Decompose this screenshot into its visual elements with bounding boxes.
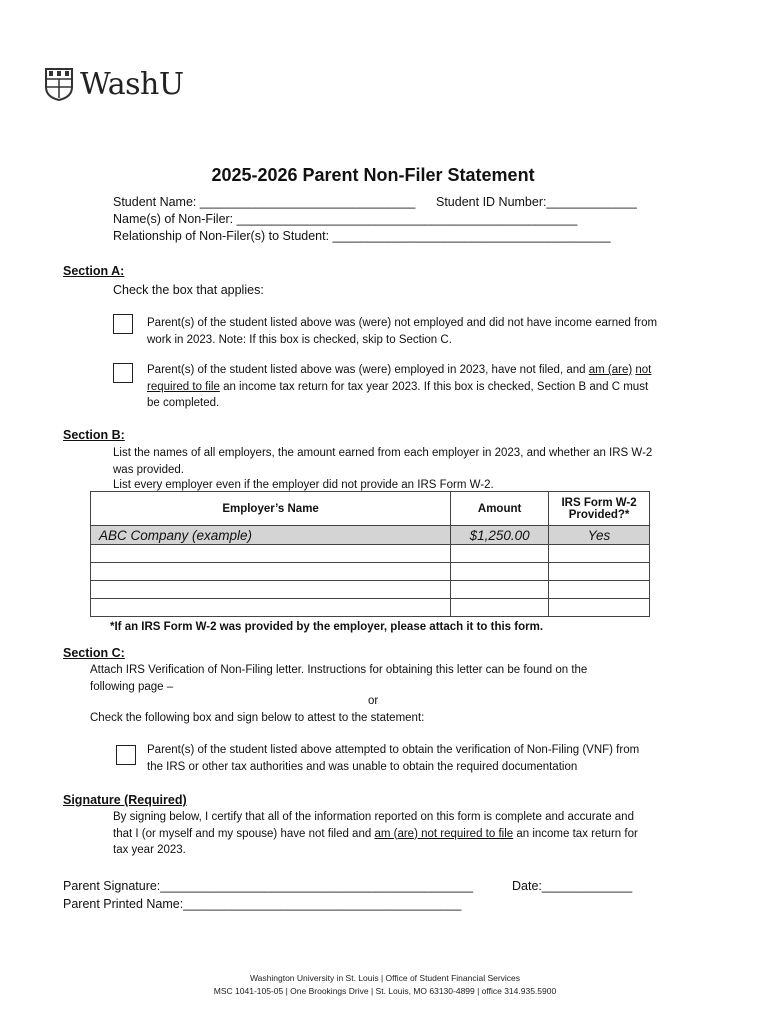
amount-cell[interactable] — [451, 599, 549, 617]
w2-cell[interactable] — [549, 599, 650, 617]
w2-cell[interactable] — [549, 563, 650, 581]
section-c-or: or — [368, 695, 379, 707]
example-employer: ABC Company (example) — [91, 526, 451, 545]
section-a-instruction: Check the box that applies: — [113, 283, 264, 297]
section-c-instruction: Attach IRS Verification of Non-Filing letter. Instructions for obtaining this letter can be found on the following page – — [90, 664, 588, 693]
employer-table — [90, 491, 650, 617]
section-a-heading: Section A: — [63, 264, 125, 278]
section-c-option: Parent(s) of the student listed above attempted to obtain the verification of Non-Filing (VNF) from the IRS or other tax authorities and was unable to obtain the required documentation — [147, 744, 640, 773]
employer-cell[interactable] — [91, 581, 451, 599]
student-id-field[interactable]: Student ID Number:_____________ — [436, 195, 637, 209]
table-row-example — [91, 526, 650, 545]
nonfiler-names-field[interactable]: Name(s) of Non-Filer: _________________________________________________ — [113, 212, 578, 226]
student-name-field[interactable]: Student Name: _______________________________ — [113, 195, 416, 209]
section-a-option-1: Parent(s) of the student listed above was (were) not employed and did not have income earned from work in 2023. Note: If this box is checked, skip to Section C. — [147, 317, 658, 346]
column-header-amount: Amount — [451, 492, 549, 526]
example-amount: $1,250.00 — [451, 526, 549, 545]
washu-logo — [44, 66, 194, 102]
footer — [0, 972, 770, 998]
w2-cell[interactable] — [549, 545, 650, 563]
signature-heading: Signature (Required) — [63, 793, 187, 807]
table-row[interactable] — [91, 545, 650, 563]
employer-cell[interactable] — [91, 563, 451, 581]
amount-cell[interactable] — [451, 581, 549, 599]
employer-cell[interactable] — [91, 599, 451, 617]
relationship-field[interactable]: Relationship of Non-Filer(s) to Student: ________________________________________ — [113, 229, 611, 243]
section-b-instruction-2: List every employer even if the employer did not provide an IRS Form W-2. — [113, 479, 494, 491]
page-title: 2025-2026 Parent Non-Filer Statement — [211, 165, 535, 185]
section-c-checkbox[interactable] — [116, 745, 136, 765]
table-header-row — [91, 492, 650, 526]
table-row[interactable] — [91, 599, 650, 617]
employer-cell[interactable] — [91, 545, 451, 563]
w2-cell[interactable] — [549, 581, 650, 599]
section-c-instruction-2: Check the following box and sign below to attest to the statement: — [90, 712, 425, 724]
logo-text: WashU — [80, 66, 184, 102]
footer-line-2: MSC 1041-105-05 | One Brookings Drive | St. Louis, MO 63130-4899 | office 314.935.5900 — [213, 986, 557, 996]
shield-icon — [44, 67, 74, 101]
example-w2: Yes — [549, 526, 650, 545]
section-a-option-2: Parent(s) of the student listed above was (were) employed in 2023, have not filed, and am (are) not required to file an income tax return for tax year 2023. If this box is checked, Section B and C must be completed. — [147, 364, 652, 409]
date-field[interactable]: Date:_____________ — [512, 879, 633, 893]
section-b-heading: Section B: — [63, 428, 125, 442]
amount-cell[interactable] — [451, 545, 549, 563]
table-footnote: *If an IRS Form W-2 was provided by the employer, please attach it to this form. — [110, 621, 544, 633]
table-row[interactable] — [91, 581, 650, 599]
column-header-w2: IRS Form W-2 Provided?* — [549, 492, 650, 526]
table-row[interactable] — [91, 563, 650, 581]
signature-certification: By signing below, I certify that all of the information reported on this form is complete and accurate and that I (or myself and my spouse) have not filed and am (are) not required to file an income tax return for tax year 2023. — [113, 811, 638, 856]
parent-printed-name-field[interactable]: Parent Printed Name:________________________________________ — [63, 897, 462, 911]
section-b-instruction: List the names of all employers, the amount earned from each employer in 2023, and whether an IRS W-2 was provided. — [113, 447, 653, 476]
parent-signature-field[interactable]: Parent Signature:_____________________________________________ — [63, 879, 474, 893]
column-header-employer: Employer’s Name — [91, 492, 451, 526]
section-c-heading: Section C: — [63, 646, 125, 660]
section-a-checkbox-2[interactable] — [113, 363, 133, 383]
footer-line-1: Washington University in St. Louis | Office of Student Financial Services — [249, 973, 521, 983]
section-a-checkbox-1[interactable] — [113, 314, 133, 334]
amount-cell[interactable] — [451, 563, 549, 581]
